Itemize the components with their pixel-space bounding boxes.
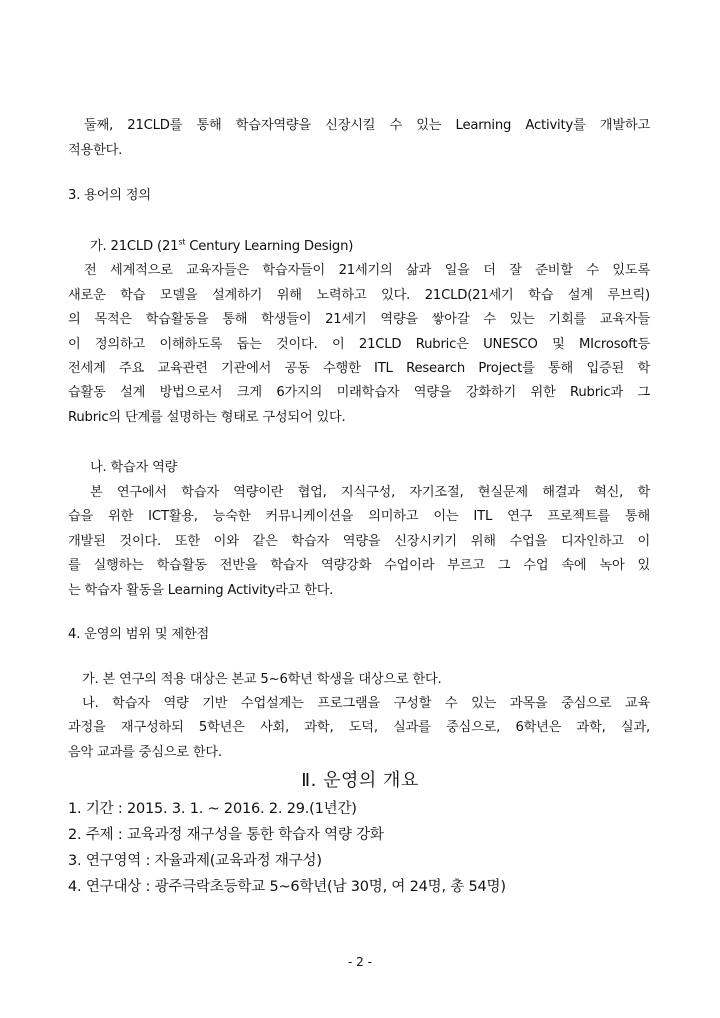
term-competency-line-1: 본 연구에서 학습자 역량이란 협업, 지식구성, 자기조절, 현실문제 해결과 혁신, 학 bbox=[90, 485, 650, 500]
page-number: - 2 - bbox=[348, 955, 372, 969]
term-21cld-line-3: 의 목적은 학습활동을 통해 학생들이 21세기 역량을 쌓아갈 수 있는 기회를 교육자들 bbox=[68, 312, 650, 327]
term-21cld-line-7: Rubric의 단계를 설명하는 형태로 구성되어 있다. bbox=[68, 410, 346, 425]
term-competency-line-5: 는 학습자 활동을 Learning Activity라고 한다. bbox=[68, 583, 334, 598]
term-competency-heading: 나. 학습자 역량 bbox=[90, 460, 178, 475]
chapter-title: Ⅱ. 운영의 개요 bbox=[301, 770, 419, 791]
term-21cld-heading-pre: 가. 21CLD (21 bbox=[90, 239, 179, 254]
overview-item-area: 3. 연구영역 : 자율과제(교육과정 재구성) bbox=[68, 853, 322, 869]
section3-heading: 3. 용어의 정의 bbox=[68, 188, 151, 203]
term-21cld-line-6: 습활동 설계 방법으로서 크게 6가지의 미래학습자 역량을 강화하기 위한 Rubric과 그 bbox=[68, 385, 650, 400]
scope-line-3: 과정을 재구성하되 5학년은 사회, 과학, 도덕, 실과를 중심으로, 6학년은 과학, 실과, bbox=[68, 720, 650, 735]
intro-line-1: 둘째, 21CLD를 통해 학습자역량을 신장시킬 수 있는 Learning Activity를 개발하고 bbox=[84, 118, 650, 133]
term-competency-line-2: 습을 위한 ICT활용, 능숙한 커뮤니케이션을 의미하고 이는 ITL 연구 프로젝트를 통해 bbox=[68, 509, 650, 524]
overview-item-period: 1. 기간 : 2015. 3. 1. ~ 2016. 2. 29.(1년간) bbox=[68, 801, 357, 817]
term-competency-line-4: 를 실행하는 학습활동 전반을 학습자 역량강화 수업이라 부르고 그 수업 속에 녹아 있 bbox=[68, 558, 650, 573]
section4-heading: 4. 운영의 범위 및 제한점 bbox=[68, 627, 210, 642]
term-21cld-heading-sup: st bbox=[178, 237, 186, 247]
term-21cld-line-1: 전 세계적으로 교육자들은 학습자들이 21세기의 삶과 일을 더 잘 준비할 수 있도록 bbox=[84, 263, 650, 278]
term-21cld-line-5: 전세계 주요 교육관련 기관에서 공동 수행한 ITL Research Project를 통해 입증된 학 bbox=[68, 361, 650, 376]
scope-line-4: 음악 교과를 중심으로 한다. bbox=[68, 745, 222, 760]
term-21cld-heading-post: Century Learning Design) bbox=[185, 239, 354, 254]
overview-item-subjects: 4. 연구대상 : 광주극락초등학교 5~6학년(남 30명, 여 24명, 총 54명) bbox=[68, 879, 506, 895]
scope-line-2: 나. 학습자 역량 기반 수업설계는 프로그램을 구성할 수 있는 과목을 중심으로 교육 bbox=[82, 696, 650, 711]
term-competency-line-3: 개발된 것이다. 또한 이와 같은 학습자 역량을 신장시키기 위해 수업을 디자인하고 이 bbox=[68, 534, 650, 549]
term-21cld-heading bbox=[90, 237, 353, 257]
overview-item-topic: 2. 주제 : 교육과정 재구성을 통한 학습자 역량 강화 bbox=[68, 827, 384, 843]
scope-line-1: 가. 본 연구의 적용 대상은 본교 5~6학년 학생을 대상으로 한다. bbox=[82, 672, 442, 687]
term-21cld-line-4: 이 정의하고 이해하도록 돕는 것이다. 이 21CLD Rubric은 UNESCO 및 MIcrosoft등 bbox=[68, 337, 650, 352]
intro-line-2: 적용한다. bbox=[68, 143, 123, 158]
term-21cld-line-2: 새로운 학습 모델을 설계하기 위해 노력하고 있다. 21CLD(21세기 학습 설계 루브릭) bbox=[68, 288, 650, 303]
